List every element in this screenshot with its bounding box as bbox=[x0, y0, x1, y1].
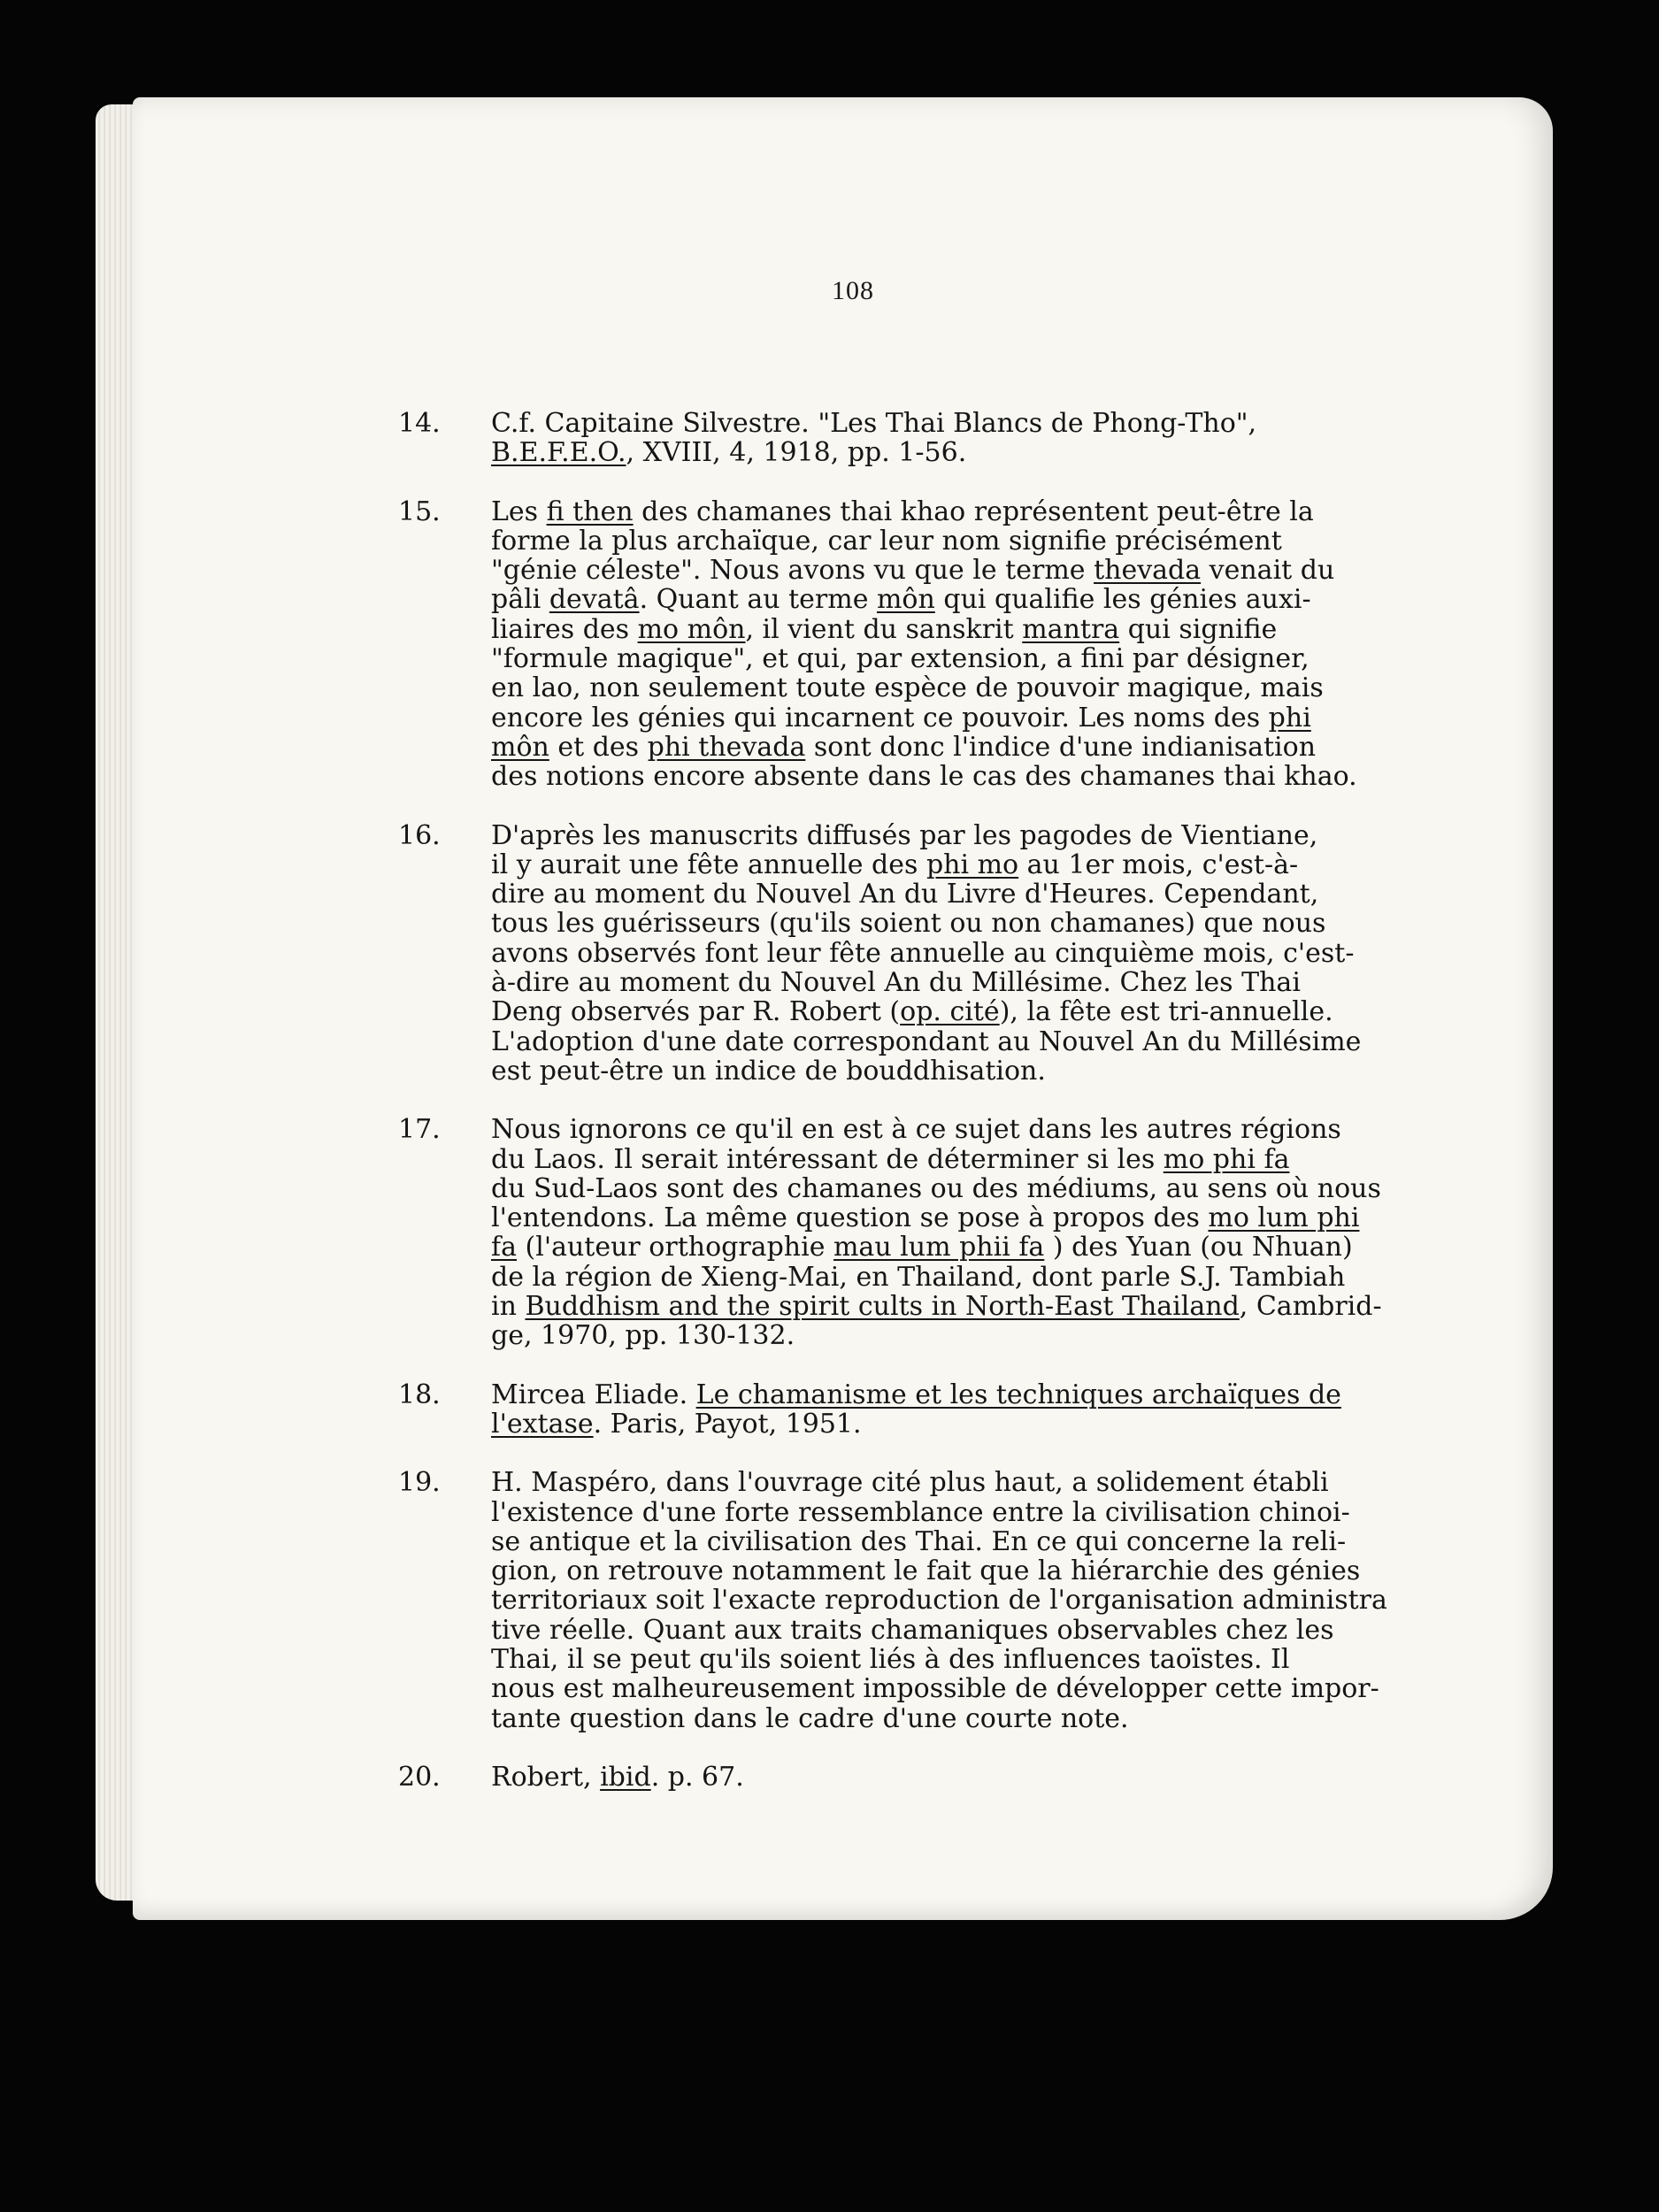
footnote-number: 18. bbox=[398, 1379, 441, 1410]
footnote-line bbox=[491, 1409, 1460, 1439]
footnote-line bbox=[491, 879, 1460, 909]
footnote-line bbox=[491, 762, 1460, 791]
text-segment: tous les guérisseurs (qu'ils soient ou non chamanes) que nous bbox=[491, 908, 1326, 940]
text-segment: qui qualifie les génies auxi- bbox=[934, 584, 1311, 616]
footnote bbox=[398, 1761, 1460, 1793]
text-segment: encore les génies qui incarnent ce pouvoir. Les noms des bbox=[491, 702, 1269, 733]
underlined-term: fa bbox=[491, 1232, 517, 1263]
text-segment: au 1er mois, c'est-à- bbox=[1018, 849, 1299, 880]
text-segment: Thai, il se peut qu'ils soient liés à des influences taoïstes. Il bbox=[491, 1643, 1290, 1675]
footnote-line bbox=[491, 556, 1460, 585]
footnote-line bbox=[491, 409, 1460, 438]
page-number: 108 bbox=[832, 276, 874, 305]
text-segment: forme la plus archaïque, car leur nom signifie précisément bbox=[491, 525, 1282, 557]
text-segment: ge, 1970, pp. 130-132. bbox=[491, 1320, 795, 1352]
footnote-line bbox=[491, 1498, 1460, 1527]
footnote-line bbox=[491, 1321, 1460, 1350]
footnote-line bbox=[491, 703, 1460, 733]
footnote-line bbox=[491, 585, 1460, 614]
text-segment: Mircea Eliade. bbox=[491, 1379, 696, 1410]
footnote-line bbox=[491, 1233, 1460, 1262]
text-segment: du Sud-Laos sont des chamanes ou des médiums, au sens où nous bbox=[491, 1172, 1381, 1204]
underlined-term: mo môn bbox=[637, 613, 746, 645]
text-segment: à-dire au moment du Nouvel An du Millésime. Chez les Thai bbox=[491, 967, 1301, 999]
footnote-line bbox=[491, 1292, 1460, 1321]
text-segment: . Quant au terme bbox=[639, 584, 877, 616]
footnote-line bbox=[491, 1468, 1460, 1497]
text-segment: nous est malheureusement impossible de développer cette impor- bbox=[491, 1673, 1379, 1705]
footnote-line bbox=[491, 1027, 1460, 1056]
footnote-line bbox=[491, 1704, 1460, 1733]
footnote bbox=[398, 495, 1460, 793]
text-segment: , XVIII, 4, 1918, pp. 1-56. bbox=[626, 437, 967, 469]
text-segment: gion, on retrouve notamment le fait que la hiérarchie des génies bbox=[491, 1555, 1361, 1587]
footnote-number: 17. bbox=[398, 1114, 441, 1146]
text-segment: des chamanes thai khao représentent peut-être la bbox=[633, 495, 1314, 527]
footnote-line bbox=[491, 497, 1460, 526]
text-segment: D'après les manuscrits diffusés par les pagodes de Vientiane, bbox=[491, 819, 1318, 851]
text-segment: pâli bbox=[491, 584, 549, 616]
underlined-term: fi then bbox=[546, 495, 634, 527]
text-segment: Deng observés par R. Robert ( bbox=[491, 996, 901, 1028]
underlined-term: phi thevada bbox=[647, 731, 806, 763]
text-segment: . Paris, Payot, 1951. bbox=[593, 1408, 862, 1440]
text-segment: , Cambrid- bbox=[1239, 1291, 1382, 1323]
text-segment: ), la fête est tri-annuelle. bbox=[999, 996, 1333, 1028]
text-segment: du Laos. Il serait intéressant de déterminer si les bbox=[491, 1143, 1164, 1175]
footnote-line bbox=[491, 1527, 1460, 1556]
footnote-line bbox=[491, 1203, 1460, 1233]
text-segment: et des bbox=[549, 731, 648, 763]
underlined-term: thevada bbox=[1094, 555, 1202, 587]
text-segment: "formule magique", et qui, par extension, a fini par désigner, bbox=[491, 643, 1310, 675]
footnote-line bbox=[491, 1586, 1460, 1615]
footnote bbox=[398, 1379, 1460, 1440]
underlined-term: Buddhism and the spirit cults in North-East Thailand bbox=[525, 1291, 1240, 1323]
footnote-number: 19. bbox=[398, 1467, 441, 1499]
text-segment: ) des Yuan (ou Nhuan) bbox=[1044, 1232, 1353, 1263]
text-segment: en lao, non seulement toute espèce de pouvoir magique, mais bbox=[491, 672, 1324, 704]
footnote-line bbox=[491, 438, 1460, 467]
underlined-term: phi mo bbox=[926, 849, 1019, 880]
footnote-line bbox=[491, 939, 1460, 968]
text-segment: tante question dans le cadre d'une courte note. bbox=[491, 1702, 1129, 1734]
text-segment: de la région de Xieng-Mai, en Thailand, dont parle S.J. Tambiah bbox=[491, 1261, 1346, 1293]
underlined-term: mantra bbox=[1022, 613, 1120, 645]
footnote bbox=[398, 408, 1460, 469]
underlined-term: devatâ bbox=[549, 584, 640, 616]
footnote-line bbox=[491, 997, 1460, 1026]
underlined-term: op. cité bbox=[900, 996, 1000, 1028]
footnote-line bbox=[491, 1616, 1460, 1645]
text-segment: qui signifie bbox=[1119, 613, 1278, 645]
underlined-term: ibid bbox=[600, 1761, 651, 1793]
footnote-number: 15. bbox=[398, 495, 441, 527]
text-segment: "génie céleste". Nous avons vu que le terme bbox=[491, 555, 1094, 587]
footnote-line bbox=[491, 850, 1460, 879]
underlined-term: B.E.F.E.O. bbox=[491, 437, 626, 469]
footnote-line bbox=[491, 1556, 1460, 1586]
footnote bbox=[398, 1114, 1460, 1352]
text-segment: l'entendons. La même question se pose à propos des bbox=[491, 1202, 1209, 1234]
footnote-line bbox=[491, 1380, 1460, 1409]
footnote-number: 14. bbox=[398, 408, 441, 439]
underlined-term: môn bbox=[876, 584, 935, 616]
text-segment: H. Maspéro, dans l'ouvrage cité plus haut, a solidement établi bbox=[491, 1467, 1329, 1499]
footnote-line bbox=[491, 1056, 1460, 1086]
text-segment: , il vient du sanskrit bbox=[745, 613, 1023, 645]
text-segment: avons observés font leur fête annuelle au cinquième mois, c'est- bbox=[491, 937, 1355, 969]
underlined-term: môn bbox=[491, 731, 549, 763]
underlined-term: Le chamanisme et les techniques archaïques de bbox=[695, 1379, 1341, 1410]
text-segment: . p. 67. bbox=[650, 1761, 744, 1793]
text-segment: in bbox=[491, 1291, 526, 1323]
footnote-line bbox=[491, 1145, 1460, 1174]
footnote bbox=[398, 1467, 1460, 1734]
footnote-line bbox=[491, 1674, 1460, 1703]
text-segment: se antique et la civilisation des Thai. En ce qui concerne la reli- bbox=[491, 1525, 1347, 1557]
footnote-line bbox=[491, 1763, 1460, 1792]
footnote bbox=[398, 819, 1460, 1087]
footnote-line bbox=[491, 733, 1460, 762]
text-segment: Les bbox=[491, 495, 547, 527]
text-segment: venait du bbox=[1201, 555, 1335, 587]
text-segment: dire au moment du Nouvel An du Livre d'Heures. Cependant, bbox=[491, 879, 1319, 910]
underlined-term: mo lum phi bbox=[1208, 1202, 1360, 1234]
text-segment: l'existence d'une forte ressemblance entre la civilisation chinoi- bbox=[491, 1496, 1350, 1528]
footnote-line bbox=[491, 615, 1460, 644]
text-segment: (l'auteur orthographie bbox=[517, 1232, 833, 1263]
text-segment: il y aurait une fête annuelle des bbox=[491, 849, 926, 880]
footnote-line bbox=[491, 1174, 1460, 1203]
text-segment: est peut-être un indice de bouddhisation. bbox=[491, 1055, 1046, 1087]
underlined-term: l'extase bbox=[491, 1408, 594, 1440]
text-segment: liaires des bbox=[491, 613, 638, 645]
footnote-line bbox=[491, 909, 1460, 938]
footnote-line bbox=[491, 526, 1460, 556]
text-segment: des notions encore absente dans le cas des chamanes thai khao. bbox=[491, 761, 1357, 793]
text-segment: sont donc l'indice d'une indianisation bbox=[805, 731, 1317, 763]
text-segment: Nous ignorons ce qu'il en est à ce sujet dans les autres régions bbox=[491, 1114, 1341, 1146]
footnote-number: 16. bbox=[398, 819, 441, 851]
footnote-line bbox=[491, 1115, 1460, 1144]
footnote-line bbox=[491, 673, 1460, 703]
footnote-line bbox=[491, 821, 1460, 850]
text-segment: Robert, bbox=[491, 1761, 601, 1793]
footnotes-list bbox=[398, 408, 1460, 1821]
text-segment: territoriaux soit l'exacte reproduction de l'organisation administra bbox=[491, 1585, 1387, 1617]
underlined-term: mo phi fa bbox=[1163, 1143, 1290, 1175]
footnote-line bbox=[491, 644, 1460, 673]
text-segment: L'adoption d'une date correspondant au Nouvel An du Millésime bbox=[491, 1025, 1362, 1057]
footnote-line bbox=[491, 1645, 1460, 1674]
footnote-line bbox=[491, 1263, 1460, 1292]
footnote-line bbox=[491, 968, 1460, 997]
footnote-number: 20. bbox=[398, 1761, 441, 1793]
text-segment: C.f. Capitaine Silvestre. "Les Thai Blancs de Phong-Tho", bbox=[491, 408, 1257, 439]
underlined-term: mau lum phii fa bbox=[833, 1232, 1045, 1263]
underlined-term: phi bbox=[1268, 702, 1311, 733]
text-segment: tive réelle. Quant aux traits chamaniques observables chez les bbox=[491, 1614, 1334, 1646]
